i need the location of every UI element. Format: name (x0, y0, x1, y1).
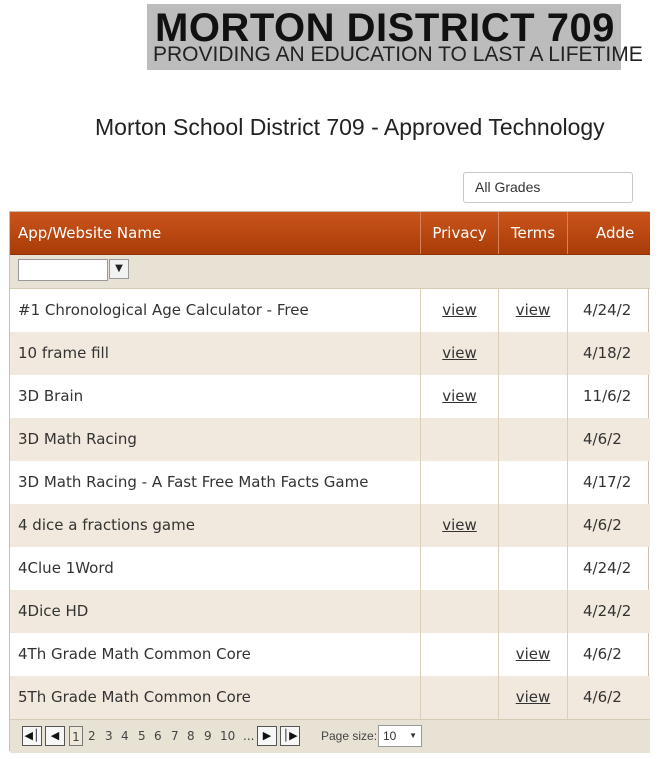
district-logo (147, 4, 643, 70)
privacy-cell (421, 461, 499, 504)
terms-cell (499, 676, 568, 719)
app-name-cell: 3D Math Racing - A Fast Free Math Facts Game (10, 461, 421, 504)
next-page-icon[interactable]: ▶ (257, 726, 277, 746)
app-name-cell: 10 frame fill (10, 332, 421, 375)
filter-icon[interactable]: ▼ (109, 259, 129, 279)
logo-title: MORTON DISTRICT 709 (155, 6, 615, 50)
terms-cell (499, 633, 568, 676)
table-row (10, 633, 650, 676)
page-number-link[interactable]: 2 (88, 729, 96, 743)
column-header-privacy[interactable]: Privacy (421, 212, 499, 254)
page-number-link[interactable]: 5 (138, 729, 146, 743)
grid-rows (10, 289, 650, 719)
table-row (10, 461, 650, 504)
app-name-cell: 3D Math Racing (10, 418, 421, 461)
terms-view-link[interactable]: view (515, 688, 551, 706)
privacy-cell (421, 547, 499, 590)
apps-grid (9, 211, 649, 751)
page-number-link[interactable]: 10 (220, 729, 236, 743)
app-name-cell: 4Clue 1Word (10, 547, 421, 590)
date-added-cell: 4/6/2 (583, 430, 622, 448)
column-header-added[interactable]: Adde (596, 224, 635, 242)
terms-cell (499, 504, 568, 547)
page-number-link[interactable]: 3 (105, 729, 113, 743)
filter-row (10, 255, 650, 289)
table-row (10, 332, 650, 375)
date-added-cell: 4/17/2 (583, 473, 632, 491)
app-name-cell: 4Th Grade Math Common Core (10, 633, 421, 676)
date-added-cell: 4/6/2 (583, 645, 622, 663)
terms-cell (499, 289, 568, 332)
privacy-view-link[interactable]: view (442, 516, 477, 534)
privacy-cell (421, 332, 499, 375)
grade-filter-select[interactable] (463, 172, 633, 203)
terms-cell (499, 375, 568, 418)
privacy-view-link[interactable]: view (442, 344, 477, 362)
table-row (10, 676, 650, 719)
page-number-link[interactable]: 6 (154, 729, 162, 743)
column-header-name[interactable]: App/Website Name (10, 212, 421, 254)
terms-cell (499, 590, 568, 633)
page-title: Morton School District 709 - Approved Technology (95, 114, 605, 140)
terms-cell (499, 418, 568, 461)
terms-view-link[interactable]: view (515, 645, 551, 663)
pager (10, 719, 650, 753)
date-added-cell: 11/6/2 (583, 387, 632, 405)
page-number-link[interactable]: 1 (69, 726, 83, 746)
terms-cell (499, 332, 568, 375)
terms-cell (499, 461, 568, 504)
privacy-cell (421, 676, 499, 719)
page-size-label: Page size: (321, 729, 378, 743)
privacy-cell (421, 375, 499, 418)
page-number-link[interactable]: 8 (187, 729, 195, 743)
page-number-link[interactable]: 4 (121, 729, 129, 743)
privacy-view-link[interactable]: view (442, 387, 477, 405)
date-added-cell: 4/24/2 (583, 602, 632, 620)
page-number-link[interactable]: ... (243, 729, 255, 743)
table-row (10, 289, 650, 332)
terms-cell (499, 547, 568, 590)
date-added-cell: 4/24/2 (583, 559, 632, 577)
last-page-icon[interactable]: │▶ (280, 726, 300, 746)
app-name-cell: 3D Brain (10, 375, 421, 418)
table-row (10, 375, 650, 418)
grid-header (10, 212, 650, 255)
terms-view-link[interactable]: view (515, 301, 551, 319)
page-size-value: 10 (383, 729, 397, 743)
date-added-cell: 4/6/2 (583, 516, 622, 534)
privacy-cell (421, 633, 499, 676)
app-name-cell: 5Th Grade Math Common Core (10, 676, 421, 719)
privacy-cell (421, 418, 499, 461)
privacy-cell (421, 504, 499, 547)
name-filter-input[interactable] (18, 259, 108, 281)
date-added-cell: 4/6/2 (583, 688, 622, 706)
app-name-cell: 4 dice a fractions game (10, 504, 421, 547)
prev-page-icon[interactable]: ◀ (45, 726, 65, 746)
table-row (10, 590, 650, 633)
privacy-cell (421, 590, 499, 633)
column-header-terms[interactable]: Terms (499, 212, 568, 254)
first-page-icon[interactable]: ◀│ (22, 726, 42, 746)
table-row (10, 504, 650, 547)
grade-filter-value: All Grades (475, 179, 541, 195)
logo-tagline: PROVIDING AN EDUCATION TO LAST A LIFETIME (153, 43, 643, 66)
date-added-cell: 4/18/2 (583, 344, 632, 362)
chevron-down-icon: ▼ (409, 731, 417, 740)
date-added-cell: 4/24/2 (583, 301, 632, 319)
page-size-select[interactable] (378, 725, 422, 747)
app-name-cell: 4Dice HD (10, 590, 421, 633)
page-number-link[interactable]: 9 (204, 729, 212, 743)
table-row (10, 418, 650, 461)
privacy-view-link[interactable]: view (442, 301, 477, 319)
app-name-cell: #1 Chronological Age Calculator - Free (10, 289, 421, 332)
privacy-cell (421, 289, 499, 332)
page-number-link[interactable]: 7 (171, 729, 179, 743)
table-row (10, 547, 650, 590)
